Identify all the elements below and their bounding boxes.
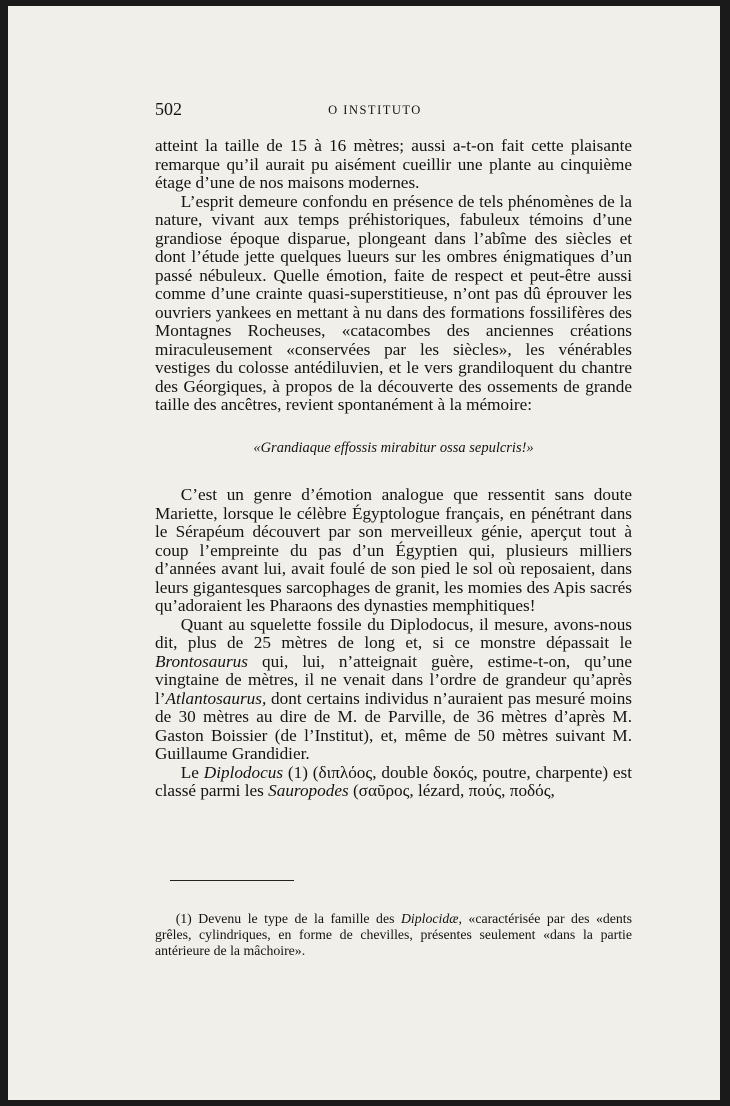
page-header [155, 99, 595, 123]
text-run: «caractérisée par des «dents grêles, cylindriques, en forme de chevilles, présentes seulement «dans la partie antérieure de la mâchoire». [155, 911, 632, 958]
text-run: qui, lui, n’atteignait guère, estime-t-on, qu’une vingtaine de mètres, il ne venait dans l’ordre de grandeur qu’après l’ [155, 651, 633, 708]
text-run: dont certains individus n’auraient pas mesuré moins de 30 mètres au dire de M. de Parville, de 36 mètres d’après M. Gaston Boissier (de l’Institut), et, même de 50 mètres suivant M. Guillaume Grandidier. [155, 688, 632, 763]
body-text [155, 137, 632, 801]
taxon-name: Brontosaurus [155, 651, 248, 671]
text-run: (1) (διπλόος, double δοκός, poutre, charpente) est classé parmi les [155, 762, 632, 800]
paragraph [155, 764, 632, 801]
taxon-name: Atlantosaurus, [165, 688, 267, 708]
paragraph: L’esprit demeure confondu en présence de tels phénomènes de la nature, vivant aux temps préhistoriques, fabuleux témoins d’une grandiose époque disparue, plongeant dans l’abîme des siècles et dont l’étude jette quelques lueurs sur les ombres énigmatiques d’un passé nébuleux. Quelle émotion, faite de respect et peut-être aussi comme d’une crainte quasi-superstitieuse, n’ont pas dû éprouver les ouvriers yankees en mettant à nu dans des formations fossilifères des Montagnes Rocheuses, «catacombes des anciennes créations miraculeusement «conservées par les siècles», les vénérables vestiges du colosse antédiluvien, et le vers grandiloquent du chantre des Géorgiques, à propos de la découverte des ossements de grande taille des ancêtres, revient spontanément à la mémoire: [155, 191, 632, 414]
text-run: (1) Devenu le type de la famille des [175, 911, 395, 926]
footnote-divider [170, 880, 294, 881]
paragraph: C’est un genre d’émotion analogue que ressentit sans doute Mariette, lorsque le célèbre Égyptologue français, en pénétrant dans le Sérapéum découvert par son merveilleux génie, aperçut tout à coup l’empreinte du pas d’un Égyptien qui, plusieurs milliers d’années avant lui, avait foulé de son pied le sol où reposaient, dans leurs gigantesques sarcophages de granit, les momies des Apis sacrés qu’adoraient les Pharaons des dynasties memphitiques! [155, 485, 632, 615]
taxon-name: Diplocidæ, [400, 911, 462, 926]
paragraph [155, 616, 632, 764]
taxon-name: Diplodocus [203, 762, 284, 782]
footnote [155, 911, 632, 958]
running-title: O INSTITUTO [328, 103, 422, 117]
page-number: 502 [155, 99, 182, 119]
text-run: Le [180, 762, 199, 782]
paragraph: atteint la taille de 15 à 16 mètres; aussi a-t-on fait cette plaisante remarque qu’il aurait pu aisément cueillir une plante au cinquième étage d’une de nos maisons modernes. [155, 136, 632, 192]
text-run: (σαῦρος, lézard, πούς, ποδός, [352, 781, 555, 800]
latin-quotation [155, 439, 632, 458]
quotation-text: «Grandiaque effossis mirabitur ossa sepulcris!» [253, 439, 534, 456]
taxon-name: Sauropodes [268, 781, 349, 800]
book-page [8, 6, 720, 1100]
text-run: Quant au squelette fossile du Diplodocus, il mesure, avons-nous dit, plus de 25 mètres de long et, si ce monstre dépassait le [155, 614, 632, 652]
